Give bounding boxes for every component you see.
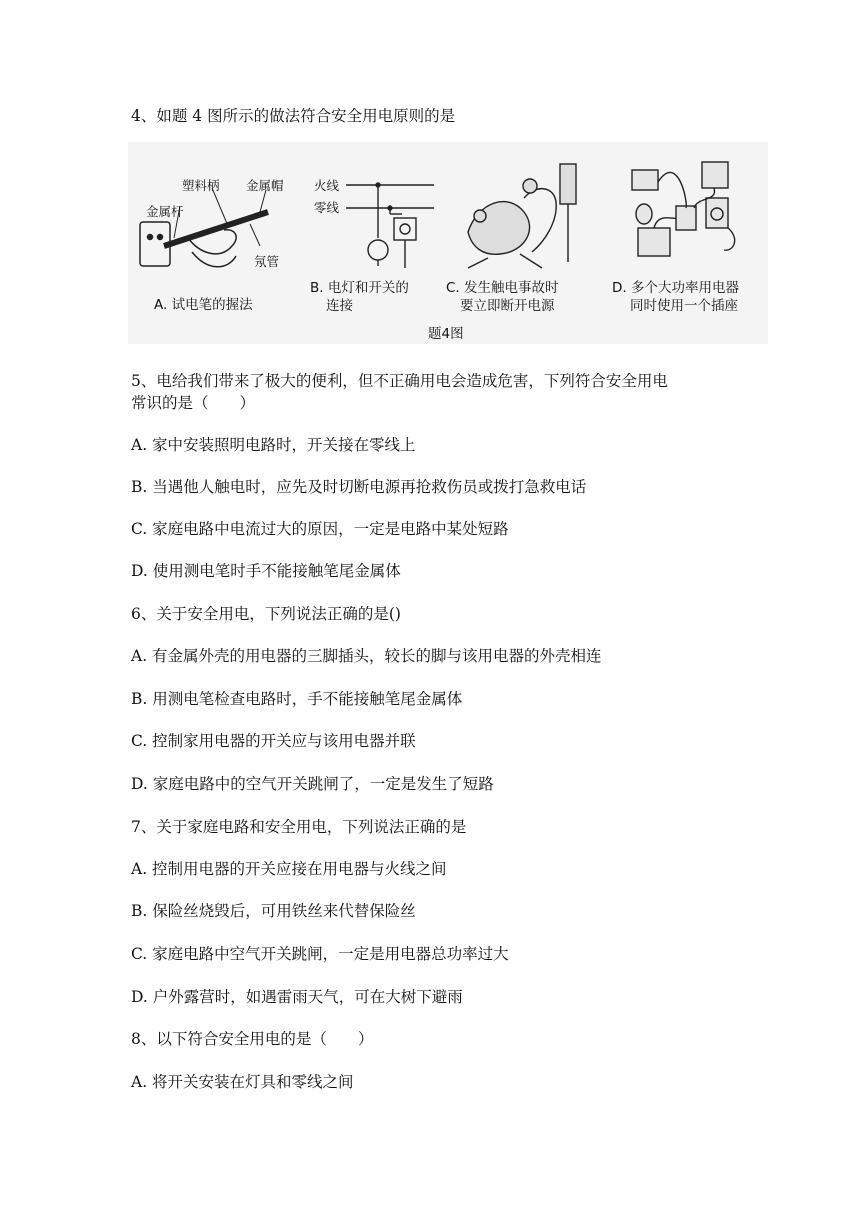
panel-b-caption-line2: 连接 — [326, 298, 353, 314]
question-6-option-d: D. 家庭电路中的空气开关跳闸了，一定是发生了短路 — [131, 775, 494, 793]
question-5-option-b: B. 当遇他人触电时，应先及时切断电源再抢救伤员或拨打急救电话 — [131, 478, 587, 496]
question-5-option-d: D. 使用测电笔时手不能接触笔尾金属体 — [131, 562, 401, 580]
label-plastic-handle: 塑料柄 — [182, 178, 220, 193]
question-4-figure — [128, 142, 768, 344]
panel-c-caption-line1: C. 发生触电事故时 — [446, 280, 559, 296]
figure-caption: 题4图 — [428, 326, 464, 342]
label-live-wire: 火线 — [314, 178, 340, 193]
question-8-stem: 8、以下符合安全用电的是（ ） — [131, 1030, 374, 1048]
question-5-option-c: C. 家庭电路中电流过大的原因，一定是电路中某处短路 — [131, 520, 509, 538]
question-4-stem: 4、如题 4 图所示的做法符合安全用电原则的是 — [131, 107, 456, 125]
panel-a-caption: A. 试电笔的握法 — [154, 297, 253, 313]
question-7-option-a: A. 控制用电器的开关应接在用电器与火线之间 — [131, 860, 447, 878]
panel-d-caption-line1: D. 多个大功率用电器 — [612, 280, 739, 296]
question-7-stem: 7、关于家庭电路和安全用电，下列说法正确的是 — [131, 818, 467, 836]
panel-b-caption-line1: B. 电灯和开关的 — [310, 280, 409, 296]
panel-c-caption-line2: 要立即断开电源 — [460, 298, 555, 314]
question-7-option-d: D. 户外露营时，如遇雷雨天气，可在大树下避雨 — [131, 988, 463, 1006]
question-7-option-b: B. 保险丝烧毁后，可用铁丝来代替保险丝 — [131, 902, 416, 920]
panel-d-caption-line2: 同时使用一个插座 — [630, 298, 738, 314]
label-metal-rod: 金属杆 — [146, 204, 184, 219]
question-7-option-c: C. 家庭电路中空气开关跳闸，一定是用电器总功率过大 — [131, 945, 509, 963]
question-5-option-a: A. 家中安装照明电路时，开关接在零线上 — [131, 436, 416, 454]
label-metal-cap: 金属帽 — [246, 178, 284, 193]
label-neutral-wire: 零线 — [314, 200, 340, 215]
label-neon-tube: 氖管 — [254, 254, 280, 269]
question-6-option-b: B. 用测电笔检查电路时，手不能接触笔尾金属体 — [131, 690, 463, 708]
question-6-stem: 6、关于安全用电，下列说法正确的是() — [131, 605, 401, 623]
panel-a-illustration — [140, 188, 268, 267]
question-8-option-a: A. 将开关安装在灯具和零线之间 — [131, 1073, 354, 1091]
question-6-option-a: A. 有金属外壳的用电器的三脚插头，较长的脚与该用电器的外壳相连 — [131, 647, 602, 665]
question-6-option-c: C. 控制家用电器的开关应与该用电器并联 — [131, 732, 416, 750]
panel-d-illustration — [632, 162, 735, 256]
panel-c-illustration — [468, 164, 576, 268]
question-5-stem-line2: 常识的是（ ） — [131, 394, 256, 412]
figure-drawing — [128, 142, 768, 344]
question-5-stem-line1: 5、电给我们带来了极大的便利，但不正确用电会造成危害，下列符合安全用电 — [131, 372, 668, 390]
panel-b-illustration — [346, 183, 434, 268]
